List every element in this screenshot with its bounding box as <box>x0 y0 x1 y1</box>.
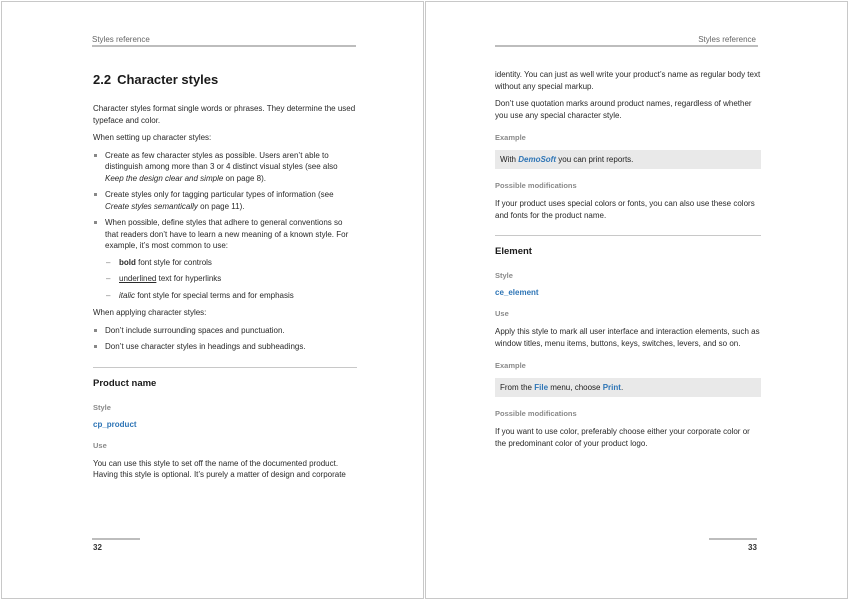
list-item: Don’t include surrounding spaces and punctuation. <box>93 325 357 337</box>
page-right <box>425 1 848 599</box>
quotation-paragraph: Don’t use quotation marks around product names, regardless of whether you use any special character style. <box>495 99 752 120</box>
example-label: Example <box>495 361 526 370</box>
list-item: When possible, define styles that adhere to general conventions so that readers don’t have to learn a new meaning of a known style. For example, it’s most common to use: – bold font style for controls – underlined text for hyperlinks – italic font style for special terms and for emphasis <box>93 217 357 301</box>
modifications-label: Possible modifications <box>495 409 577 418</box>
list-item: Don’t use character styles in headings and subheadings. <box>93 341 357 353</box>
conventions-list <box>105 257 357 302</box>
element-use-paragraph: Apply this style to mark all user interface and interaction elements, such as window titles, menu items, buttons, keys, switches, levers, and so on. <box>495 327 760 348</box>
use-label: Use <box>93 440 107 450</box>
section-title-text: Character styles <box>117 72 219 87</box>
element-example-box: From the File menu, choose Print. <box>495 378 761 397</box>
setup-list <box>93 150 357 302</box>
list-item: Create styles only for tagging particular types of information (see Create styles semantically on page 11). <box>93 189 357 212</box>
modifications-label: Possible modifications <box>495 181 577 190</box>
product-name-heading: Product name <box>93 367 357 389</box>
use-label: Use <box>495 309 509 318</box>
element-heading: Element <box>495 235 761 257</box>
element-modifications-paragraph: If you want to use color, preferably choose either your corporate color or the predominant color of your product logo. <box>495 427 750 448</box>
product-name-sample: DemoSoft <box>518 155 557 164</box>
element-sample-print: Print <box>602 383 621 392</box>
cross-reference: Create styles semantically <box>105 201 198 211</box>
style-label: Style <box>495 271 513 280</box>
list-item: Create as few character styles as possible. Users aren’t able to distinguish among more than 3 or 4 distinct visual styles (see also Keep the design clear and simple on page 8). <box>93 150 357 185</box>
product-use-paragraph: You can use this style to set off the name of the documented product. Having this style is optional. It’s purely a matter of design and corporate <box>93 458 346 479</box>
product-style-name: cp_product <box>93 419 137 429</box>
product-example-box: With DemoSoft you can print reports. <box>495 150 761 169</box>
element-style-name: ce_element <box>495 288 539 297</box>
page-left <box>1 1 424 599</box>
page-content <box>495 69 761 455</box>
example-label: Example <box>495 133 526 142</box>
setup-intro: When setting up character styles: <box>93 133 212 142</box>
section-title <box>93 72 357 87</box>
page-number: 33 <box>748 543 757 552</box>
apply-intro: When applying character styles: <box>93 308 207 317</box>
running-header: Styles reference <box>698 35 756 44</box>
apply-list <box>93 325 357 353</box>
element-sample-file: File <box>534 383 549 392</box>
header-rule <box>495 45 758 47</box>
running-header: Styles reference <box>92 35 150 44</box>
list-item: – italic font style for special terms and for emphasis <box>105 290 357 302</box>
section-number: 2.2 <box>93 72 112 87</box>
header-rule <box>92 45 356 47</box>
list-item: – underlined text for hyperlinks <box>105 273 357 285</box>
style-label: Style <box>93 402 111 412</box>
footer-rule <box>92 538 140 540</box>
page-number: 32 <box>93 543 102 552</box>
page-content <box>93 68 357 487</box>
footer-rule <box>709 538 757 540</box>
list-item: – bold font style for controls <box>105 257 357 269</box>
product-modifications-paragraph: If your product uses special colors or fonts, you can also use these colors and fonts for the product name. <box>495 199 755 220</box>
continued-paragraph: identity. You can just as well write your product’s name as regular body text without any special markup. <box>495 70 761 91</box>
intro-paragraph: Character styles format single words or phrases. They determine the used typeface and color. <box>93 104 356 125</box>
cross-reference: Keep the design clear and simple <box>105 173 224 183</box>
